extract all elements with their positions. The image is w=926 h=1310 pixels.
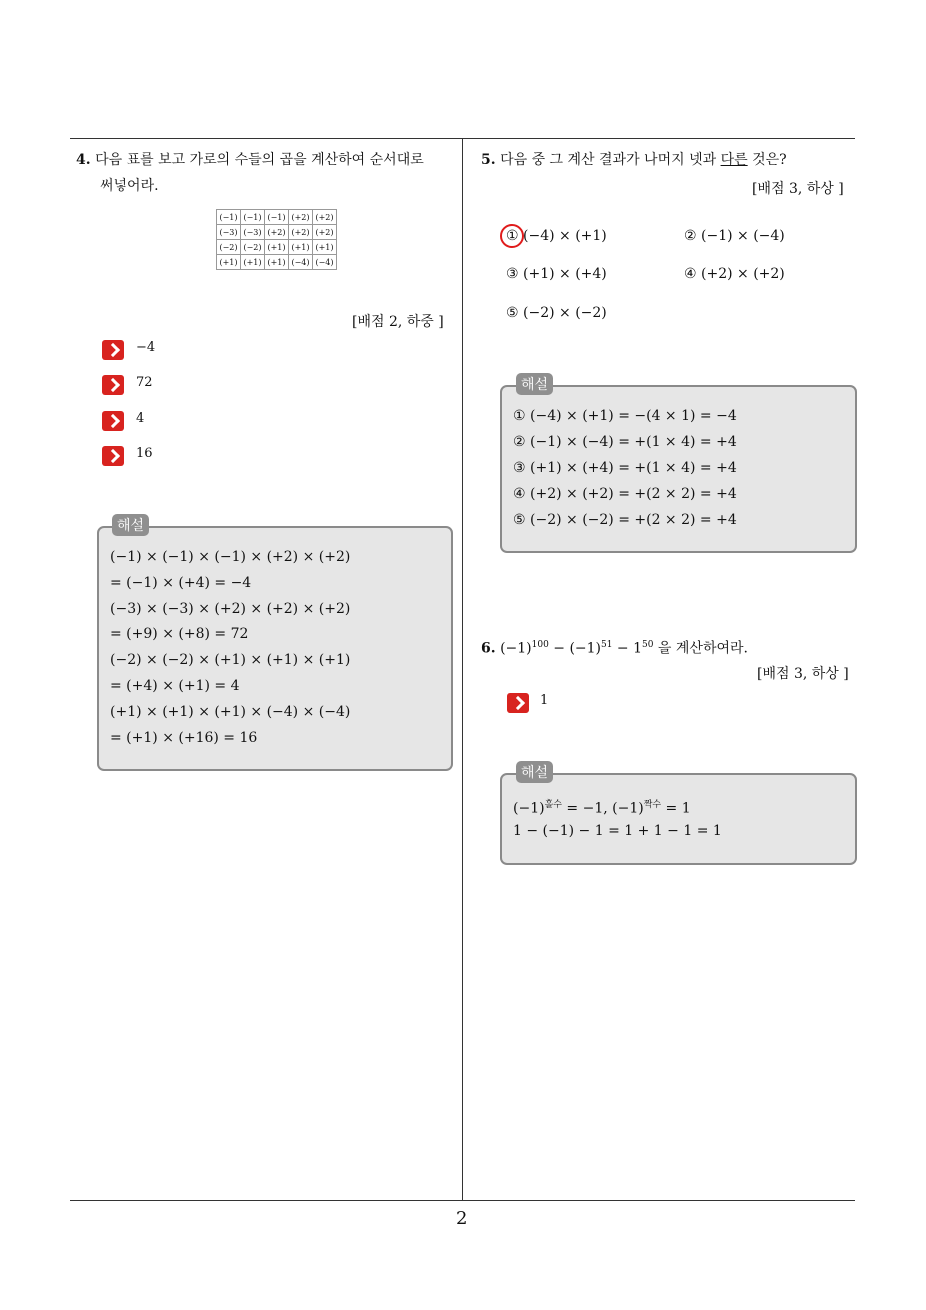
q4-number: 4. — [76, 152, 91, 168]
table-row — [217, 225, 337, 240]
q6-explain-line-2: 1 − (−1) − 1 = 1 + 1 − 1 = 1 — [513, 823, 722, 839]
table-cell: (+2) — [313, 225, 337, 240]
table-cell: (−1) — [241, 210, 265, 225]
table-cell: (+1) — [217, 255, 241, 270]
q6-ex1-sup-a: 홀수 — [544, 800, 562, 810]
table-cell: (+1) — [241, 255, 265, 270]
q6-exp-c: 50 — [642, 640, 654, 650]
table-cell: (+2) — [289, 225, 313, 240]
q4-number-table — [216, 209, 337, 270]
q6-number: 6. — [481, 640, 496, 657]
q5-explain-line: ② (−1) × (−4) = +(1 × 4) = +4 — [513, 434, 737, 450]
q5-choice-3[interactable]: ③ (+1) × (+4) — [506, 266, 607, 282]
q5-explain-line: ⑤ (−2) × (−2) = +(2 × 2) = +4 — [513, 512, 737, 528]
column-divider — [462, 138, 463, 1201]
q4-answer-1: −4 — [136, 340, 156, 355]
q4-meta: [배점 2, 하중 ] — [352, 314, 444, 330]
table-cell: (+1) — [265, 255, 289, 270]
q6-expr-a: (−1) — [500, 640, 532, 657]
q4-explain-line: (−3) × (−3) × (+2) × (+2) × (+2) — [110, 601, 351, 617]
table-cell: (−1) — [265, 210, 289, 225]
q5-explain-line: ③ (+1) × (+4) = +(1 × 4) = +4 — [513, 460, 737, 476]
q4-explain-line: (+1) × (+1) × (+1) × (−4) × (−4) — [110, 704, 351, 720]
q6-ex1-sup-b: 짝수 — [643, 800, 662, 810]
q6-exp-a: 100 — [531, 640, 549, 650]
table-cell: (−2) — [241, 240, 265, 255]
q4-explain-line: (−1) × (−1) × (−1) × (+2) × (+2) — [110, 549, 351, 565]
q5-text-underlined: 다른 — [720, 152, 748, 168]
q5-choice-4[interactable]: ④ (+2) × (+2) — [684, 266, 785, 282]
q5-text-pre: 다음 중 그 계산 결과가 나머지 넷과 — [500, 152, 721, 168]
answer-arrow-icon — [102, 446, 124, 466]
table-cell: (+2) — [313, 210, 337, 225]
q6-text-post: 을 계산하여라. — [653, 640, 748, 657]
q6-expr-c: − 1 — [612, 640, 643, 657]
q5-choice-5[interactable]: ⑤ (−2) × (−2) — [506, 305, 607, 321]
q6-ex1-c: = 1 — [661, 800, 691, 817]
table-cell: (−4) — [289, 255, 313, 270]
table-cell: (−3) — [217, 225, 241, 240]
answer-arrow-icon — [102, 375, 124, 395]
bottom-rule — [70, 1200, 855, 1201]
q5-text-post: 것은? — [747, 152, 787, 168]
q4-explain-line: = (−1) × (+4) = −4 — [110, 575, 252, 591]
table-cell: (+1) — [289, 240, 313, 255]
table-row — [217, 210, 337, 225]
q4-text-line2: 써넣어라. — [100, 178, 159, 194]
table-cell: (+1) — [313, 240, 337, 255]
q5-explain-line: ① (−4) × (+1) = −(4 × 1) = −4 — [513, 408, 737, 424]
table-cell: (−4) — [313, 255, 337, 270]
q5-number: 5. — [481, 152, 496, 168]
q5-explain-line: ④ (+2) × (+2) = +(2 × 2) = +4 — [513, 486, 737, 502]
table-cell: (+2) — [289, 210, 313, 225]
q4-explain-line: = (+9) × (+8) = 72 — [110, 626, 249, 642]
q5-choice-2[interactable]: ② (−1) × (−4) — [684, 228, 785, 244]
table-cell: (−2) — [217, 240, 241, 255]
answer-arrow-icon — [507, 693, 529, 713]
page-number: 2 — [456, 1208, 468, 1229]
q6-explanation-tag: 해설 — [516, 761, 553, 783]
q4-answer-3: 4 — [136, 411, 145, 426]
table-cell: (−1) — [217, 210, 241, 225]
answer-arrow-icon — [102, 340, 124, 360]
q4-text-line1: 다음 표를 보고 가로의 수들의 곱을 계산하여 순서대로 — [95, 152, 424, 168]
answer-arrow-icon — [102, 411, 124, 431]
q4-answer-2: 72 — [136, 375, 153, 390]
table-row — [217, 240, 337, 255]
table-cell: (+2) — [265, 225, 289, 240]
q4-explain-line: = (+4) × (+1) = 4 — [110, 678, 240, 694]
q6-question — [481, 632, 748, 662]
q4-explain-line: = (+1) × (+16) = 16 — [110, 730, 258, 746]
q4-explain-line: (−2) × (−2) × (+1) × (+1) × (+1) — [110, 652, 351, 668]
q5-explanation-tag: 해설 — [516, 373, 553, 395]
q5-question — [481, 147, 787, 173]
table-row — [217, 255, 337, 270]
q6-ex1-a: (−1) — [513, 800, 545, 817]
q4-explanation-tag: 해설 — [112, 514, 149, 536]
table-cell: (−3) — [241, 225, 265, 240]
q6-expr-b: − (−1) — [548, 640, 602, 657]
q6-meta: [배점 3, 하상 ] — [757, 666, 849, 682]
q5-choice-1[interactable]: ① (−4) × (+1) — [506, 228, 607, 244]
table-cell: (+1) — [265, 240, 289, 255]
q6-exp-b: 51 — [601, 640, 613, 650]
q6-answer: 1 — [540, 693, 549, 708]
q4-answer-4: 16 — [136, 446, 153, 461]
q6-ex1-b: = −1, (−1) — [561, 800, 644, 817]
q4-question — [76, 147, 424, 173]
q5-meta: [배점 3, 하상 ] — [752, 181, 844, 197]
